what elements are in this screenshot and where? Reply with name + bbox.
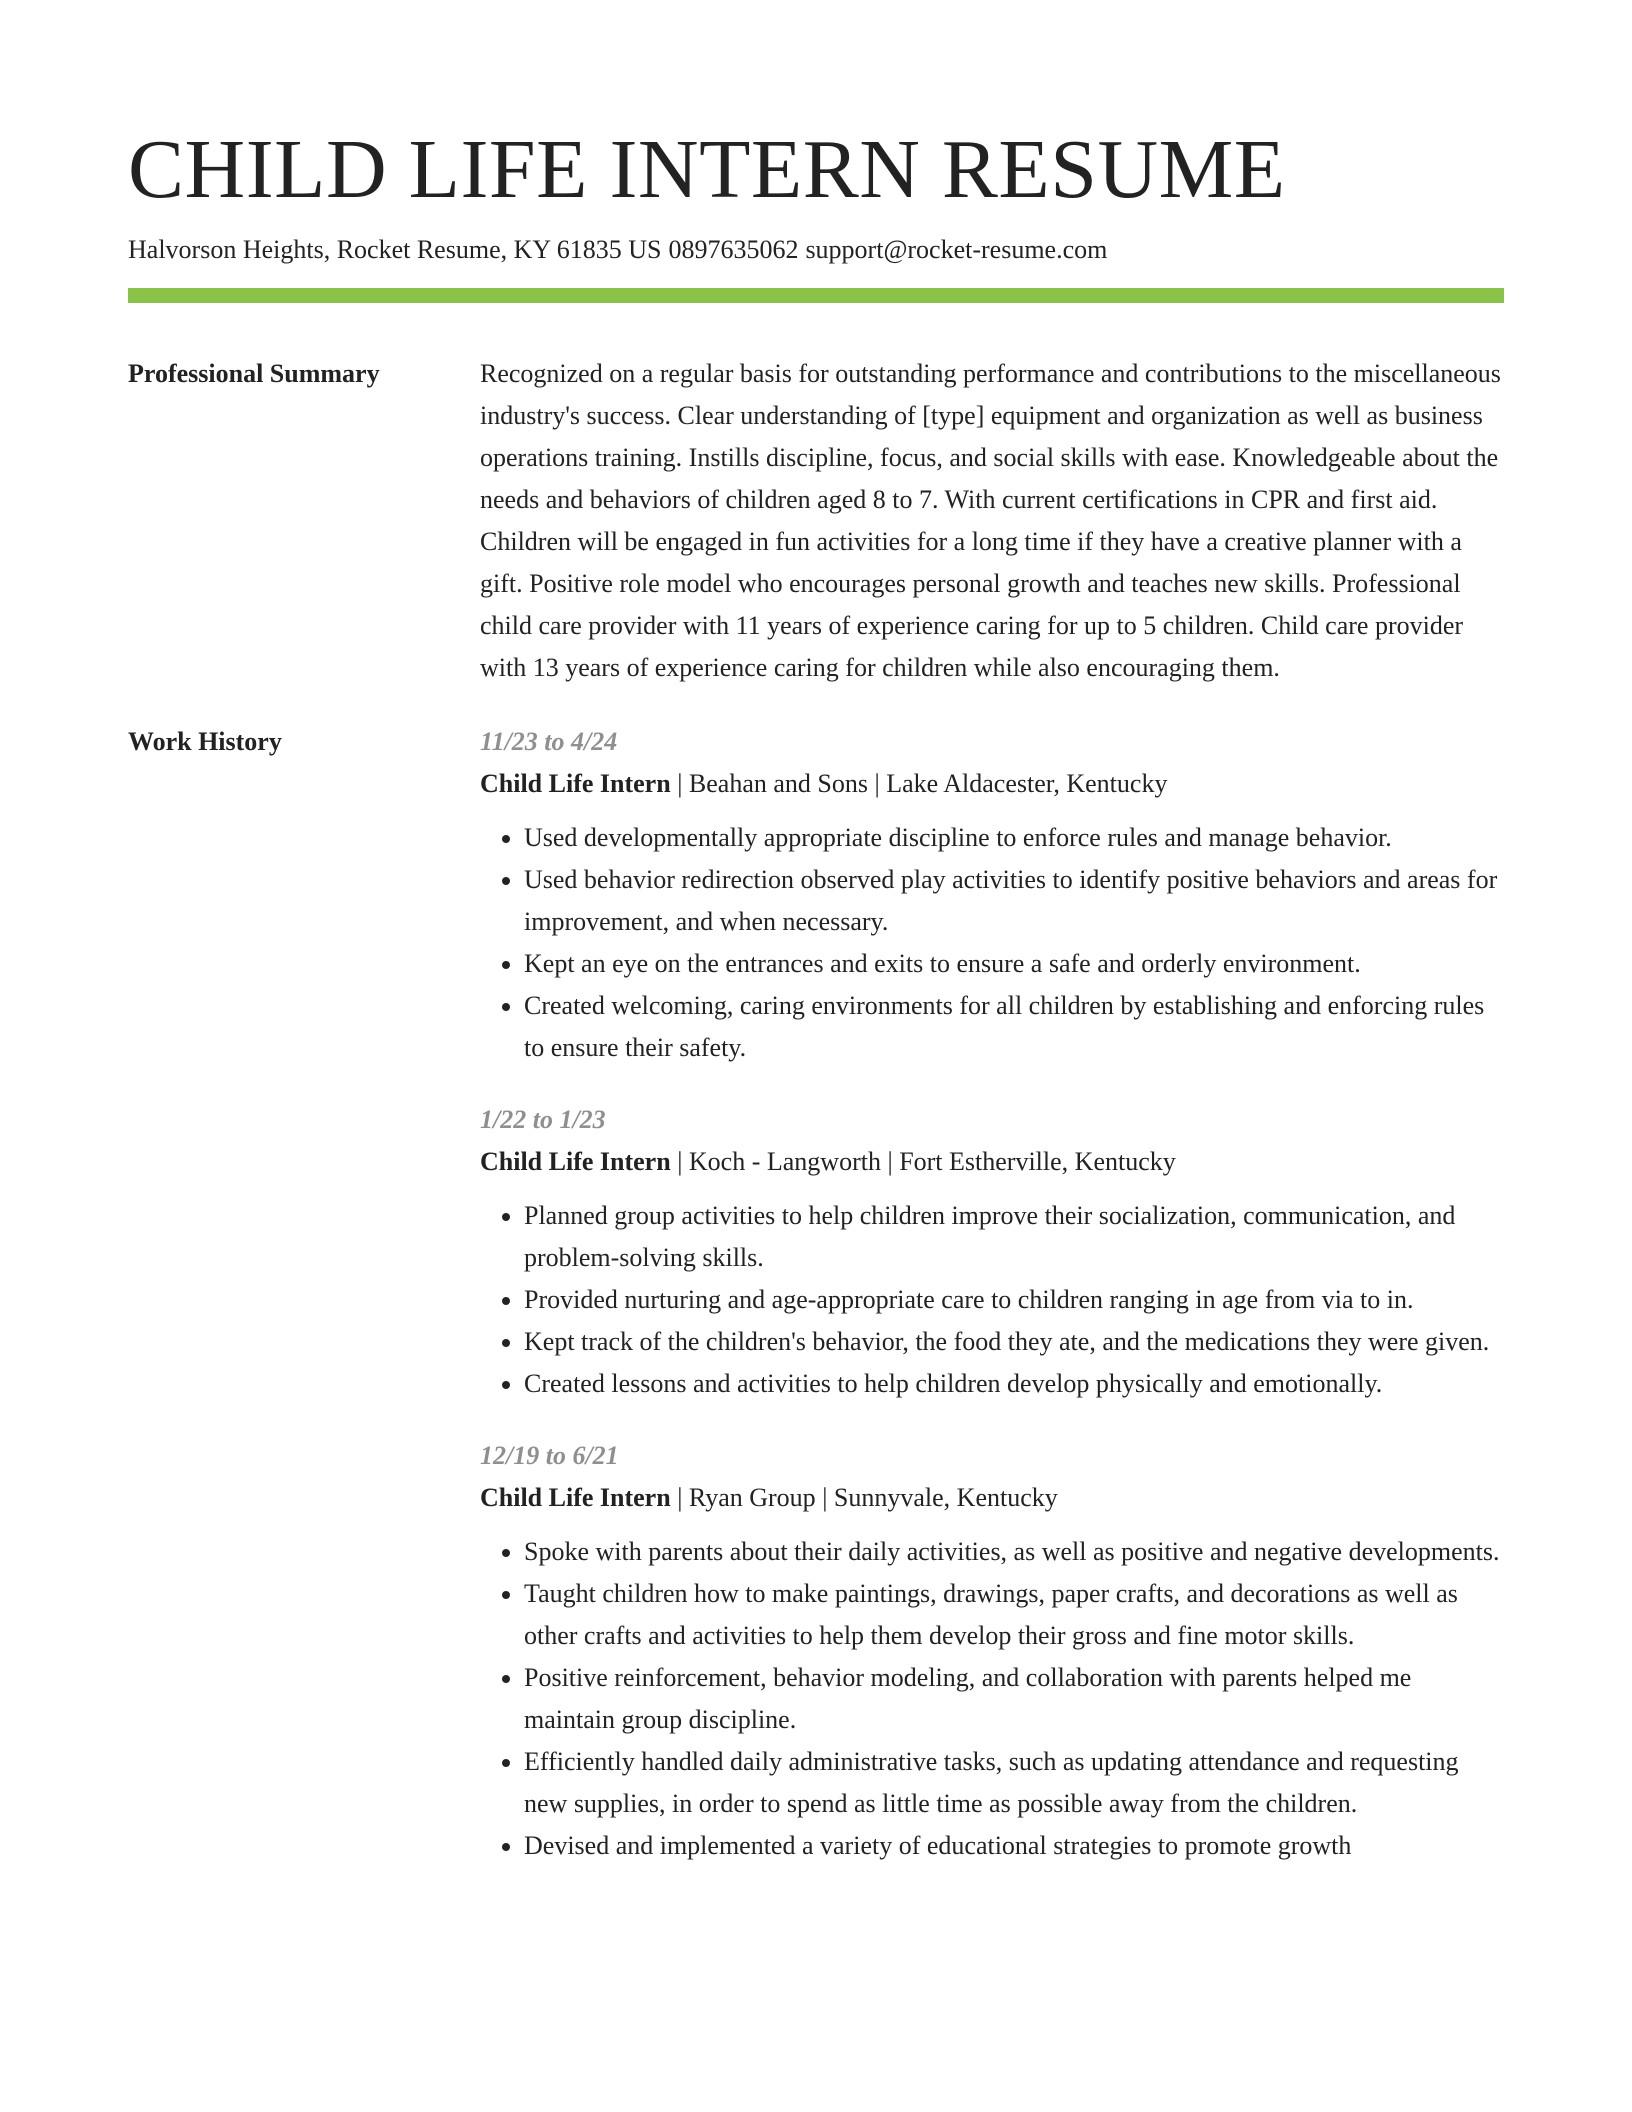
separator: | [868,769,887,798]
section-label: Professional Summary [128,359,380,388]
job-bullet: • Efficiently handled daily administrative tasks, such as updating attendance and requesting new supplies, in order to spend as little time as possible away from the children. [524,1741,1504,1825]
separator: | [670,769,689,798]
job-bullets [480,817,1504,1069]
job-dates: 12/19 to 6/21 [480,1441,619,1470]
separator: | [815,1483,834,1512]
job-bullet: • Created welcoming, caring environments for all children by establishing and enforcing rules to ensure their safety. [524,985,1504,1069]
job-company: Ryan Group [688,1483,816,1512]
separator: | [670,1483,689,1512]
job-dates: 11/23 to 4/24 [480,727,618,756]
job-role: Child Life Intern [480,1483,671,1512]
job-bullet: • Taught children how to make paintings, drawings, paper crafts, and decorations as well as other crafts and activities to help them develop their gross and fine motor skills. [524,1573,1504,1657]
job-entry [480,721,1504,1069]
job-entry [480,1435,1504,1867]
resume-title: CHILD LIFE INTERN RESUME [128,123,1286,216]
contact-phone: 0897635062 [668,235,799,264]
job-bullet: • Kept an eye on the entrances and exits to ensure a safe and orderly environment. [524,943,1504,985]
separator: | [670,1147,689,1176]
job-entry [480,1099,1504,1405]
job-bullet: • Devised and implemented a variety of educational strategies to promote growth [524,1825,1504,1867]
work-history-section [128,721,1504,1867]
summary-text: Recognized on a regular basis for outstanding performance and contributions to the miscellaneous industry's success. Clear understanding of [type] equipment and organization as well as business operations training. Instills discipline, focus, and social skills with ease. Knowledgeable about the needs and behaviors of children aged 8 to 7. With current certifications in CPR and first aid. Children will be engaged in fun activities for a long time if they have a creative planner with a gift. Positive role model who encourages personal growth and teaches new skills. Professional child care provider with 11 years of experience caring for up to 5 children. Child care provider with 13 years of experience caring for children while also encouraging them. [480,359,1501,682]
job-bullet: • Kept track of the children's behavior, the food they ate, and the medications they were given. [524,1321,1504,1363]
contact-address: Halvorson Heights, Rocket Resume, KY 61835 US [128,235,662,264]
job-bullet: • Used developmentally appropriate discipline to enforce rules and manage behavior. [524,817,1504,859]
header-divider [128,288,1504,303]
job-bullet: • Spoke with parents about their daily activities, as well as positive and negative developments. [524,1531,1504,1573]
job-heading [480,1141,1504,1183]
job-role: Child Life Intern [480,769,671,798]
job-bullet: • Used behavior redirection observed play activities to identify positive behaviors and areas for improvement, and when necessary. [524,859,1504,943]
job-location: Sunnyvale, Kentucky [833,1483,1058,1512]
job-heading [480,763,1504,805]
resume-page [128,0,1504,1867]
job-bullet: • Provided nurturing and age-appropriate care to children ranging in age from via to in. [524,1279,1504,1321]
job-bullets [480,1195,1504,1405]
job-dates: 1/22 to 1/23 [480,1105,606,1134]
job-bullet: • Created lessons and activities to help children develop physically and emotionally. [524,1363,1504,1405]
contact-line [128,232,1504,268]
job-location: Fort Estherville, Kentucky [899,1147,1176,1176]
job-role: Child Life Intern [480,1147,671,1176]
job-company: Beahan and Sons [688,769,868,798]
job-heading [480,1477,1504,1519]
section-label: Work History [128,727,282,756]
job-bullet: • Planned group activities to help children improve their socialization, communication, and problem-solving skills. [524,1195,1504,1279]
job-company: Koch - Langworth [688,1147,881,1176]
contact-email: support@rocket-resume.com [805,235,1108,264]
section-body [480,353,1504,689]
jobs-list [480,721,1504,1867]
separator: | [880,1147,900,1176]
professional-summary-section [128,353,1504,689]
job-location: Lake Aldacester, Kentucky [886,769,1168,798]
job-bullets [480,1531,1504,1867]
job-bullet: • Positive reinforcement, behavior modeling, and collaboration with parents helped me maintain group discipline. [524,1657,1504,1741]
